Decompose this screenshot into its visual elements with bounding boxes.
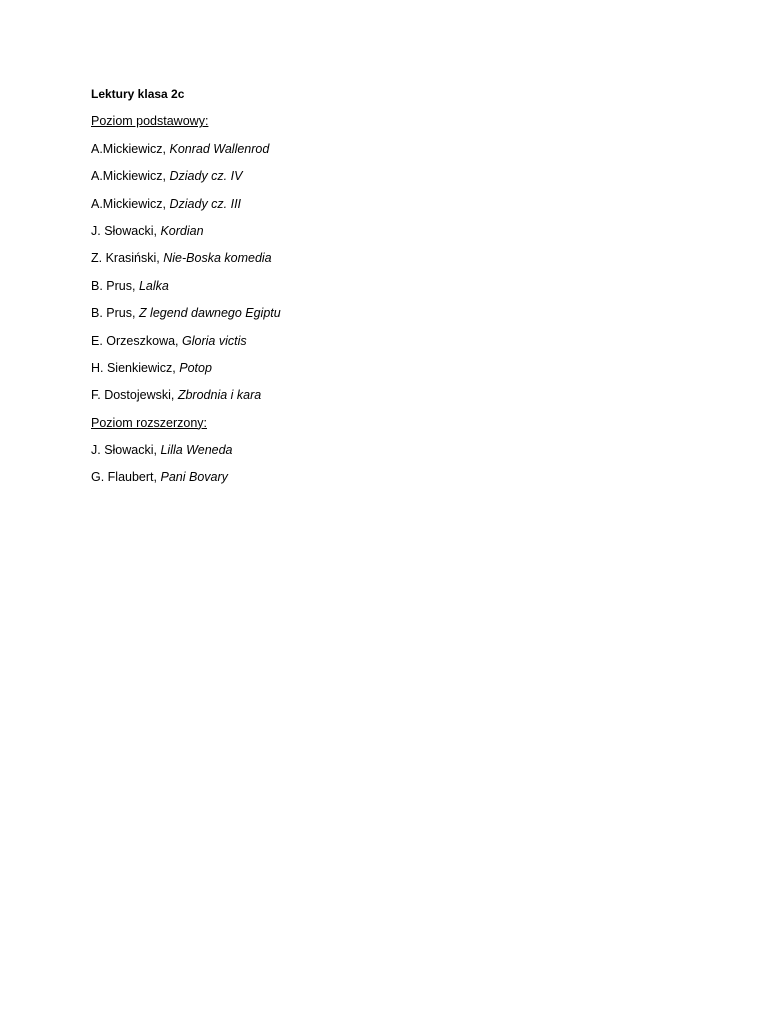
reading-item <box>91 278 691 294</box>
reading-work-title: Lilla Weneda <box>160 443 233 458</box>
reading-author: B. Prus, <box>91 278 139 293</box>
reading-work-title: Konrad Wallenrod <box>169 141 270 156</box>
reading-author: E. Orzeszkowa, <box>91 333 182 348</box>
reading-work-title: Kordian <box>160 223 204 238</box>
reading-work-title: Nie-Boska komedia <box>163 251 272 266</box>
reading-author: A.Mickiewicz, <box>91 196 170 211</box>
reading-item <box>91 360 691 376</box>
reading-item <box>91 469 691 485</box>
section-heading-basic: Poziom podstawowy: <box>91 114 209 129</box>
reading-author: J. Słowacki, <box>91 443 161 458</box>
reading-item <box>91 442 691 458</box>
document-title: Lektury klasa 2c <box>91 87 185 101</box>
reading-item <box>91 250 691 266</box>
reading-item <box>91 333 691 349</box>
reading-work-title: Potop <box>179 360 212 375</box>
reading-work-title: Gloria victis <box>182 333 247 348</box>
reading-author: B. Prus, <box>91 306 139 321</box>
reading-author: A.Mickiewicz, <box>91 169 170 184</box>
reading-item <box>91 168 691 184</box>
reading-work-title: Dziady cz. III <box>169 196 242 211</box>
reading-item <box>91 387 691 403</box>
reading-work-title: Pani Bovary <box>160 470 228 485</box>
reading-work-title: Lalka <box>138 278 169 293</box>
reading-item <box>91 196 691 212</box>
reading-author: F. Dostojewski, <box>91 388 178 403</box>
reading-item <box>91 223 691 239</box>
reading-work-title: Zbrodnia i kara <box>177 388 262 403</box>
reading-work-title: Dziady cz. IV <box>169 169 243 184</box>
section-heading-extended: Poziom rozszerzony: <box>91 415 208 430</box>
reading-author: Z. Krasiński, <box>91 251 164 266</box>
reading-author: J. Słowacki, <box>91 223 161 238</box>
reading-item <box>91 141 691 157</box>
reading-author: H. Sienkiewicz, <box>91 360 180 375</box>
reading-item <box>91 305 691 321</box>
reading-author: G. Flaubert, <box>91 470 161 485</box>
document-page <box>91 86 691 497</box>
reading-work-title: Z legend dawnego Egiptu <box>138 306 281 321</box>
reading-author: A.Mickiewicz, <box>91 141 170 156</box>
